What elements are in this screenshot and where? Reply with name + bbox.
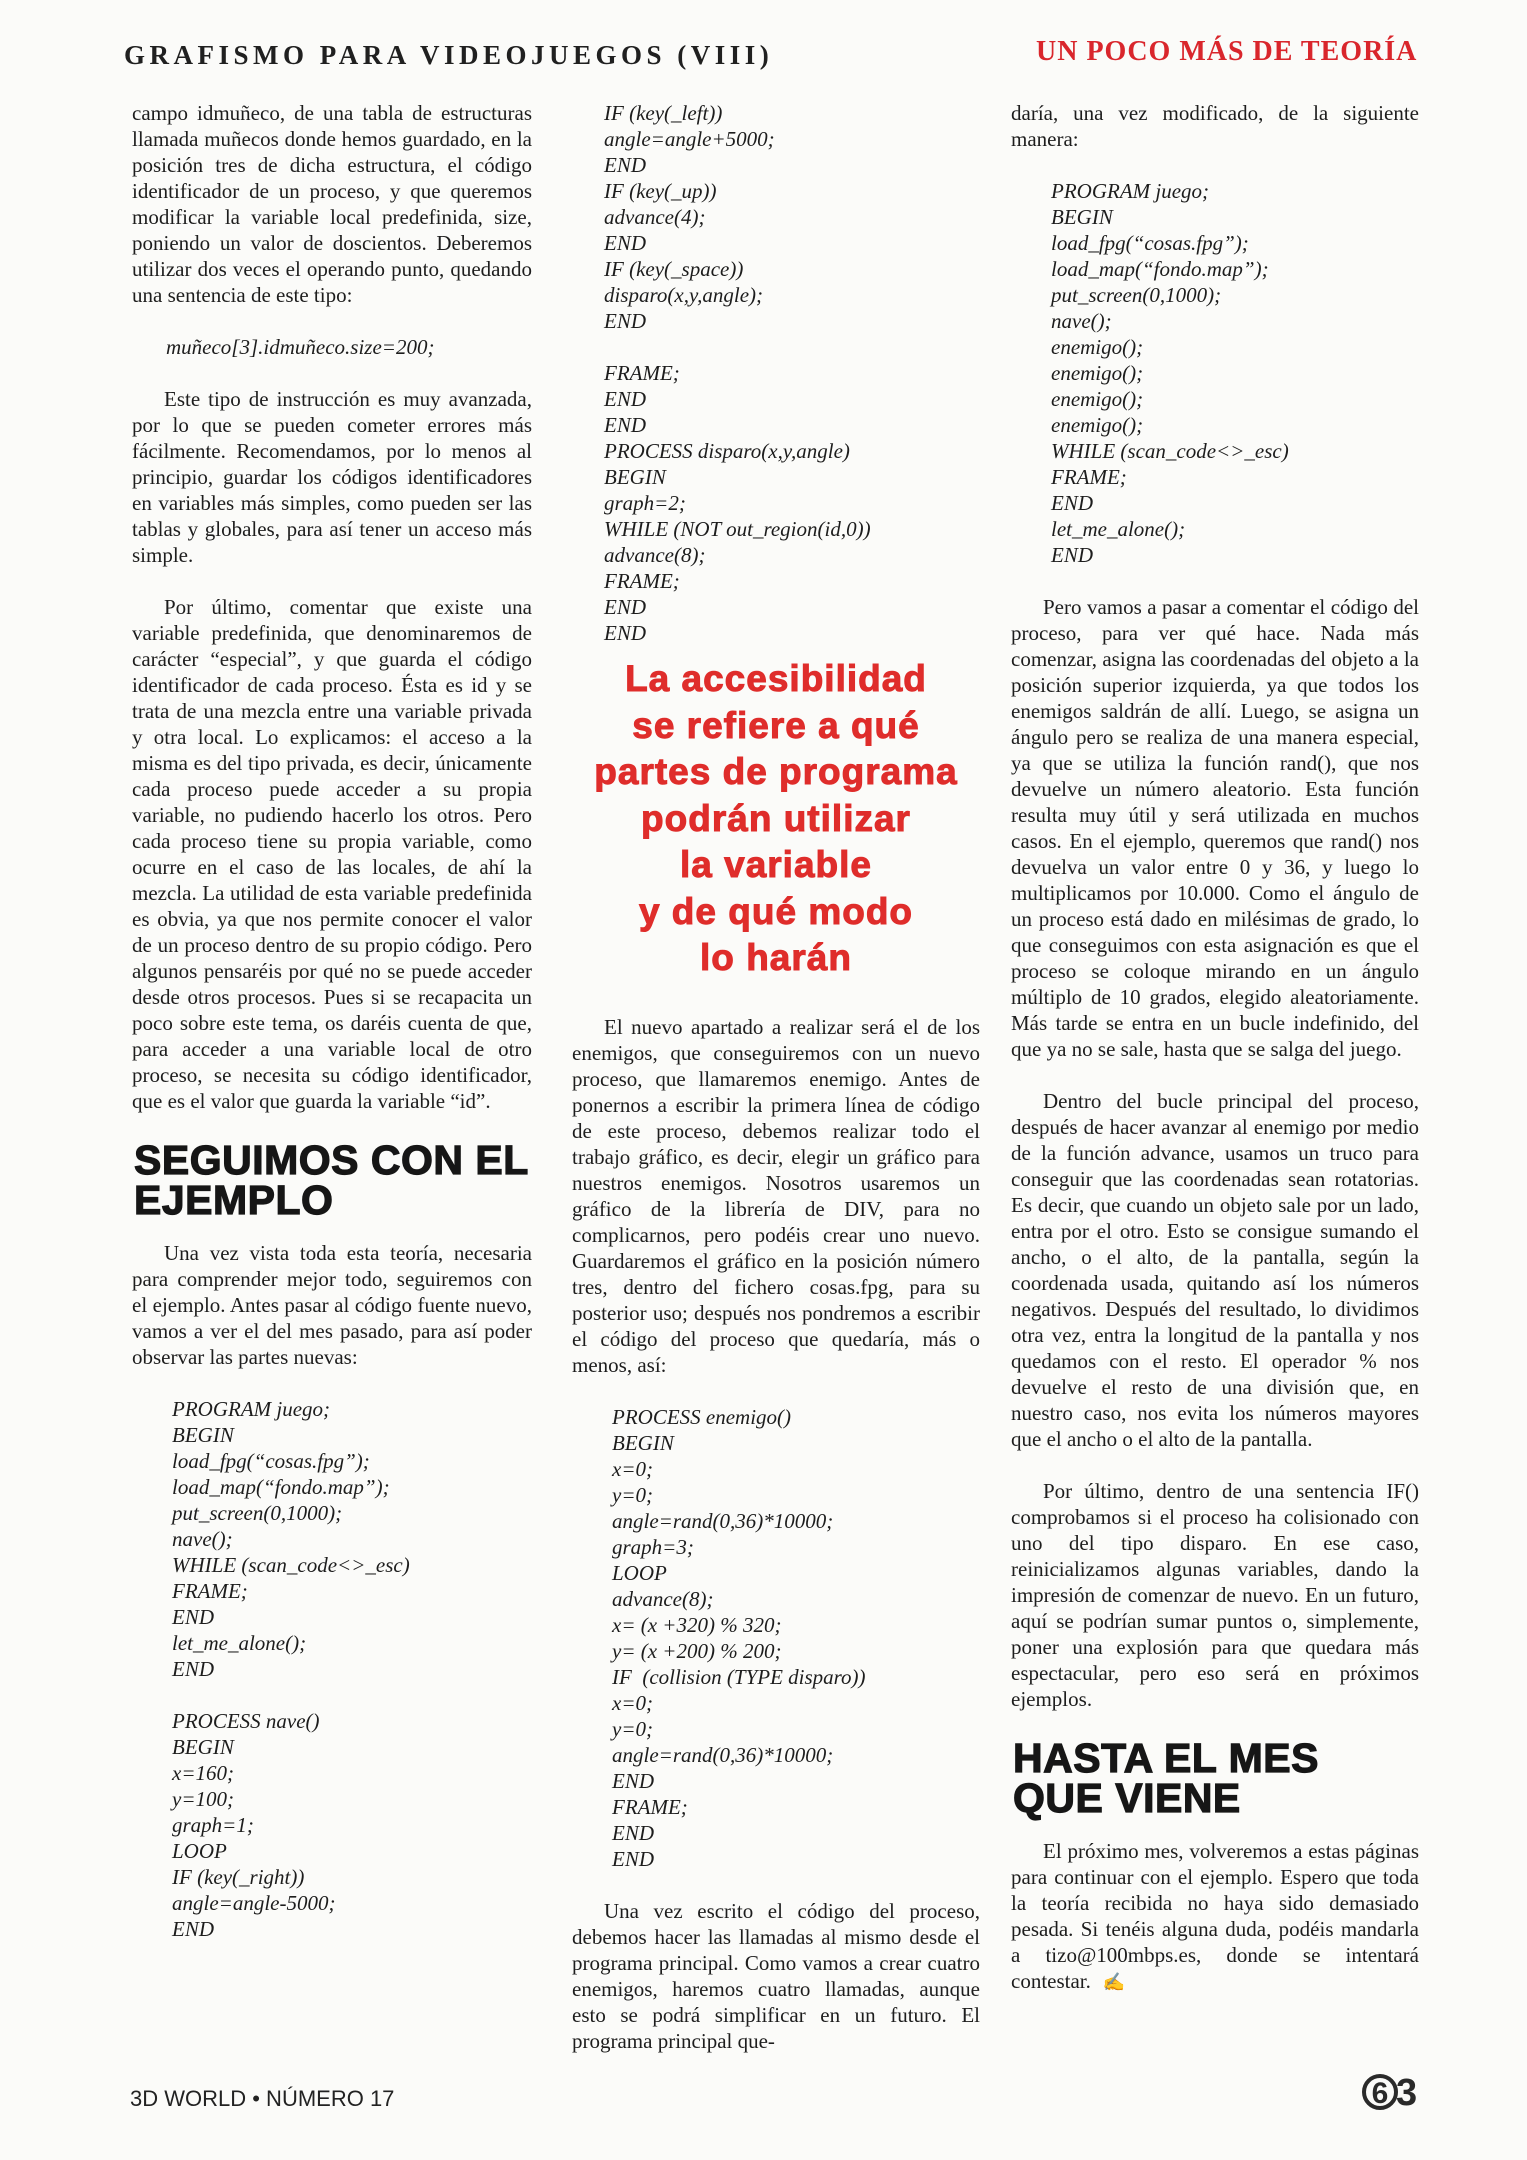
code-line: y=0; [612,1716,653,1741]
column-3 [1011,100,1419,2021]
code-line: END [604,595,646,619]
pull-quote-line: partes de programa [594,751,958,792]
code-line: x=0; [612,1690,653,1715]
code-line: FRAME; [1051,465,1127,489]
code-line: graph=2; [604,491,686,515]
code-line: enemigo(); [1051,361,1144,385]
code-line: IF (key(_left)) [604,101,723,125]
col2-code-keys [572,100,980,334]
code-line: advance(8); [612,1586,714,1611]
code-line: IF (collision (TYPE disparo)) [612,1664,866,1689]
code-line: PROCESS disparo(x,y,angle) [604,439,850,463]
code-line: END [1051,491,1093,515]
code-line: END [604,413,646,437]
code-line: IF (key(_up)) [604,179,717,203]
code-line: IF (key(_right)) [172,1865,305,1889]
code-line: WHILE (NOT out_region(id,0)) [604,517,871,541]
code-line: put_screen(0,1000); [172,1501,343,1525]
pull-quote-line: La accesibilidad [625,658,927,699]
code-line: LOOP [172,1839,227,1863]
code-line: END [172,1605,214,1629]
series-title: GRAFISMO PARA VIDEOJUEGOS (VIII) [124,40,774,70]
col3-paragraph-3: Dentro del bucle principal del proceso, después de hacer avanzar al enemigo por medio de la función advance, usamos un truco para conseguir que las coordenadas sean rotatorias. Es decir, que cuando un objeto sale por un lado, entra por el otro. Esto se consigue sumando el ancho, o el alto, de la pantalla, según la coordenada usada, quitando así los números negativos. Después del resultado, lo dividimos otra vez, entra la longitud de la pantalla y nos quedamos con el resto. El operador % nos devuelve el resto de una división que, en nuestro caso, nos evita los números mayores que el ancho o el alto de la pantalla. [1011,1089,1419,1451]
code-line: END [172,1917,214,1941]
code-line: let_me_alone(); [172,1631,307,1655]
section-title: UN POCO MÁS DE TEORÍA [1036,36,1418,67]
col1-code-nave [132,1708,532,1942]
code-line: load_fpg(“cosas.fpg”); [1051,231,1249,255]
code-line: let_me_alone(); [1051,517,1186,541]
page-number-prefix: 6 [1362,2074,1398,2110]
code-line: FRAME; [604,569,680,593]
code-line: load_map(“fondo.map”); [1051,257,1269,281]
col2-paragraph-1: El nuevo apartado a realizar será el de los enemigos, que conseguiremos con un nuevo proceso, que llamaremos enemigo. Antes de ponernos a escribir la primera línea de código de este proceso, debemos realizar todo el trabajo gráfico, es decir, elegir un gráfico para nuestros enemigos. Nosotros usaremos un gráfico de la librería de DIV, para no complicarnos, pero podéis crear uno nuevo. Guardaremos el gráfico en la posición número tres, dentro del fichero cosas.fpg, para su posterior uso; después nos pondremos a escribir el código del proceso que quedaría, más o menos, así: [572,1014,980,1377]
col2-code-disparo [572,360,980,646]
code-line: load_fpg(“cosas.fpg”); [172,1449,370,1473]
pull-quote-line: podrán utilizar [641,797,911,839]
code-line: BEGIN [612,1430,674,1455]
code-line: advance(8); [604,543,706,567]
code-line: BEGIN [1051,205,1113,229]
col3-paragraph-4: Por último, dentro de una sentencia IF() comprobamos si el proceso ha colisionado con uno del tipo disparo. En ese caso, reinicializamos algunas variables, dando la impresión de comenzar de nuevo. En un futuro, aquí se podrían sumar puntos o, simplemente, poner una explosión para que quedara más espectacular, pero eso será en próximos ejemplos. [1011,1479,1419,1711]
code-line: graph=1; [172,1813,254,1837]
code-line: enemigo(); [1051,335,1144,359]
code-line: x=0; [612,1456,653,1481]
magazine-footer: 3D WORLD • NÚMERO 17 [130,2086,395,2111]
code-line: END [1051,543,1093,567]
col3-paragraph-5 [1011,1838,1419,1995]
code-line: y= (x +200) % 200; [612,1638,782,1663]
code-line: FRAME; [172,1579,248,1603]
column-1 [132,100,532,1968]
code-line: x= (x +320) % 320; [612,1612,782,1637]
col1-code-snippet [132,334,532,360]
code-line: disparo(x,y,angle); [604,283,764,307]
pull-quote-line: y de qué modo [638,890,914,932]
code-line: enemigo(); [1051,413,1144,437]
heading-seguimos: SEGUIMOS CON EL EJEMPLO [134,1137,529,1223]
code-line: nave(); [172,1527,233,1551]
code-line: END [612,1768,654,1793]
code-line: y=100; [172,1787,234,1811]
code-line: PROCESS enemigo() [612,1404,792,1429]
col3-paragraph-2: Pero vamos a pasar a comentar el código del proceso, para ver qué hace. Nada más comenzar, asigna las coordenadas del objeto a la posición superior izquierda, ya que todos los enemigos saldrán de allí. Luego, se asigna un ángulo pero se realiza de una manera especial, ya que se utiliza la función rand(), que nos devuelve un número aleatorio. Esta función resulta muy útil y será utilizada en muchos casos. En el ejemplo, queremos que rand() nos devuelva un valor entre 0 y 36, y luego lo multiplicamos por 10.000. Como el ángulo de un proceso está dado en milésimas de grado, lo que conseguimos con esta asignación es que el proceso se coloque mirando en un ángulo múltiplo de 10 grados, elegido aleatoriamente. Más tarde se entra en un bucle indefinido, del que ya no se sale, hasta que se salga del juego. [1011,595,1419,1061]
code-line: muñeco[3].idmuñeco.size=200; [166,335,435,359]
code-line: load_map(“fondo.map”); [172,1475,390,1499]
pull-quote-line: lo harán [700,937,852,978]
code-line: PROGRAM juego; [172,1397,331,1421]
code-line: END [604,621,646,645]
col2-paragraph-2: Una vez escrito el código del proceso, debemos hacer las llamadas al mismo desde el programa principal. Como vamos a crear cuatro enemigos, haremos cuatro llamadas, aunque esto se podrá simplificar en un futuro. El programa principal que- [572,1898,980,2053]
col1-code-program [132,1396,532,1682]
code-line: END [612,1846,654,1871]
code-line: put_screen(0,1000); [1051,283,1222,307]
page-number-suffix: 3 [1396,2072,1418,2114]
code-line: y=0; [612,1482,653,1507]
code-line: WHILE (scan_code<>_esc) [172,1553,410,1577]
column-2 [572,100,980,2080]
col3-code-program [1011,178,1419,568]
col1-paragraph-1: campo idmuñeco, de una tabla de estructuras llamada muñecos donde hemos guardado, en la posición tres de dicha estructura, el código identificador de un proceso, y que queremos modificar la variable local predefinida, size, poniendo un valor de doscientos. Deberemos utilizar dos veces el operando punto, quedando una sentencia de este tipo: [132,101,532,307]
col1-paragraph-2: Este tipo de instrucción es muy avanzada, por lo que se pueden cometer errores más fácilmente. Recomendamos, por lo menos al principio, guardar los códigos identificadores en variables más simples, como pueden ser las tablas y globales, para así tener un acceso más simple. [132,387,532,567]
code-line: WHILE (scan_code<>_esc) [1051,439,1289,463]
pull-quote-line: se refiere a qué [632,704,920,746]
code-line: END [612,1820,654,1845]
code-line: angle=rand(0,36)*10000; [612,1742,834,1767]
col1-paragraph-3: Por último, comentar que existe una variable predefinida, que denominaremos de carácter “especial”, y que guarda el código identificador de cada proceso. Ésta es id y se trata de una mezcla entre una variable privada y otra local. Lo explicamos: el acceso a la misma es del tipo privada, es decir, únicamente cada proceso puede acceder a su propia variable, no pudiendo hacerlo los otros. Pero cada proceso tiene su propia variable, como ocurre en el caso de las locales, de ahí la mezcla. La utilidad de esta variable predefinida es obvia, ya que nos permite conocer el valor de un proceso dentro de su propio código. Pero algunos pensaréis por qué no se puede acceder desde otros procesos. Pues si se recapacita un poco sobre este tema, os daréis cuenta de que, para acceder a una variable local de otro proceso, se necesita su código identificador, que es el valor que guarda la variable “id”. [132,595,532,1113]
col3-paragraph-5-text: El próximo mes, volveremos a estas páginas para continuar con el ejemplo. Espero que toda la teoría recibida no haya sido demasiado pesada. Si tenéis alguna duda, podéis mandarla a tizo@100mbps.es, donde se intentará contestar. [1011,1839,1419,1993]
code-line: PROCESS nave() [172,1709,320,1733]
code-line: angle=rand(0,36)*10000; [612,1508,834,1533]
code-line: nave(); [1051,309,1112,333]
code-line: x=160; [172,1761,234,1785]
code-line: BEGIN [172,1735,234,1759]
heading-hasta-el-mes: HASTA EL MES QUE VIENE [1013,1735,1319,1821]
code-line: PROGRAM juego; [1051,179,1210,203]
end-mark-icon: ✍ [1102,1972,1126,1992]
code-line: END [604,309,646,333]
code-line: END [604,153,646,177]
pull-quote-line: la variable [679,844,872,885]
code-line: graph=3; [612,1534,694,1559]
code-line: END [604,231,646,255]
col3-paragraph-1: daría, una vez modificado, de la siguiente manera: [1011,101,1419,151]
code-line: FRAME; [604,361,680,385]
code-line: angle=angle-5000; [172,1891,336,1915]
col2-code-enemigo [572,1404,980,1872]
code-line: enemigo(); [1051,387,1144,411]
code-line: BEGIN [604,465,666,489]
code-line: END [604,387,646,411]
code-line: LOOP [612,1560,667,1585]
page-number [1362,2072,1417,2115]
code-line: angle=angle+5000; [604,127,775,151]
code-line: FRAME; [612,1794,688,1819]
code-line: advance(4); [604,205,706,229]
code-line: BEGIN [172,1423,234,1447]
code-line: IF (key(_space)) [604,257,744,281]
pull-quote [562,656,990,982]
code-line: END [172,1657,214,1681]
col1-paragraph-4: Una vez vista toda esta teoría, necesaria para comprender mejor todo, seguiremos con el ejemplo. Antes pasar al código fuente nuevo, vamos a ver el del mes pasado, para así poder observar las partes nuevas: [132,1241,532,1369]
